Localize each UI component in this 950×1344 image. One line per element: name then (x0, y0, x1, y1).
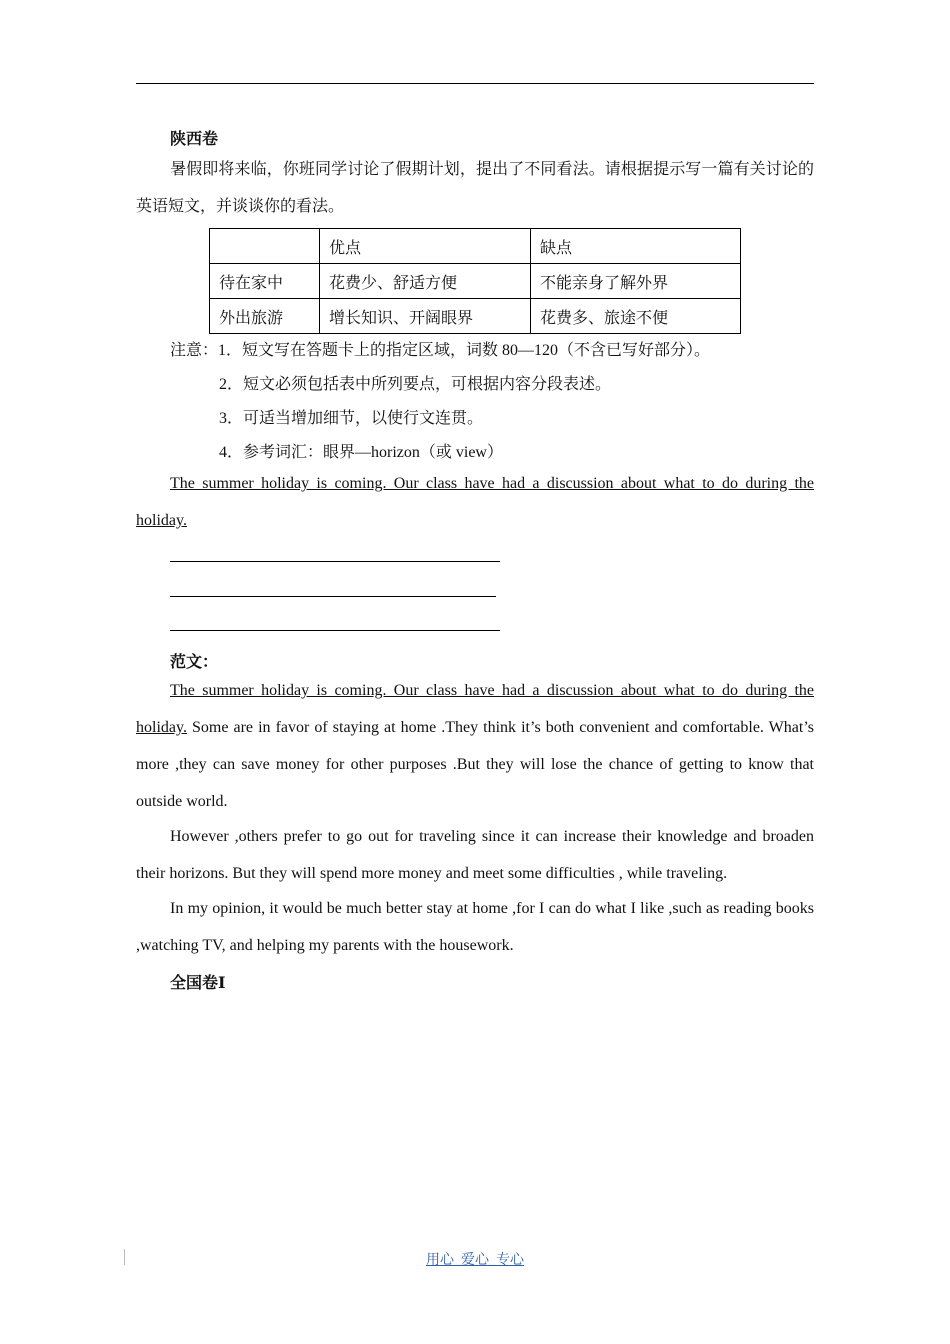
note-3: 3．可适当增加细节，以使行文连贯。 (219, 410, 484, 427)
task-prompt-text: 暑假即将来临，你班同学讨论了假期计划，提出了不同看法。请根据提示写一篇有关讨论的英语短文，并谈谈你的看法。 (136, 161, 814, 215)
comparison-table (209, 228, 741, 334)
answer-blank-line (170, 630, 500, 631)
answer-blank-line (170, 596, 496, 597)
given-opening-text: The summer holiday is coming. Our class have had a discussion about what to do during the holiday. (136, 475, 814, 529)
note-4: 4．参考词汇：眼界—horizon（或 view） (219, 444, 503, 461)
task-prompt (136, 151, 814, 225)
table-cell: 花费多、旅途不便 (531, 299, 741, 334)
table-cell: 增长知识、开阔眼界 (320, 299, 531, 334)
note-2: 2．短文必须包括表中所列要点，可根据内容分段表述。 (219, 376, 612, 393)
model-paragraph-1 (136, 672, 814, 820)
table-cell: 待在家中 (210, 264, 320, 299)
model-paragraph-3 (136, 890, 814, 964)
section-heading-national-1: 全国卷Ⅰ (170, 975, 226, 992)
table-cell: 优点 (320, 229, 531, 264)
model-essay-heading: 范文： (170, 654, 219, 671)
header-rule (136, 83, 814, 84)
table-cell: 缺点 (531, 229, 741, 264)
model-opening-text: The summer holiday is coming. Our class have had a discussion about what to do during the holiday. (136, 682, 814, 736)
note-1: 注意：1．短文写在答题卡上的指定区域，词数 80—120（不含已写好部分）。 (170, 342, 711, 359)
table-cell: 花费少、舒适方便 (320, 264, 531, 299)
model-p3-text: In my opinion, it would be much better stay at home ,for I can do what I like ,such as reading books ,watching TV, and helping my parents with the housework. (136, 900, 814, 954)
model-paragraph-2 (136, 818, 814, 892)
model-p2-text: However ,others prefer to go out for traveling since it can increase their knowledge and broaden their horizons. But they will spend more money and meet some difficulties , while traveling. (136, 828, 814, 882)
table-header-row (210, 229, 741, 264)
footer-link[interactable]: 用心_爱心_专心 (426, 1253, 524, 1268)
answer-blank-line (170, 561, 500, 562)
model-p1-text: Some are in favor of staying at home .They think it’s both convenient and comfortable. What’s more ,they can save money for other purposes .But they will lose the chance of getting to know that outside world. (136, 719, 814, 810)
table-row (210, 299, 741, 334)
table-cell: 不能亲身了解外界 (531, 264, 741, 299)
given-opening (136, 465, 814, 539)
table-row (210, 264, 741, 299)
section-heading-shaanxi: 陕西卷 (170, 131, 219, 148)
table-cell: 外出旅游 (210, 299, 320, 334)
table-cell (210, 229, 320, 264)
